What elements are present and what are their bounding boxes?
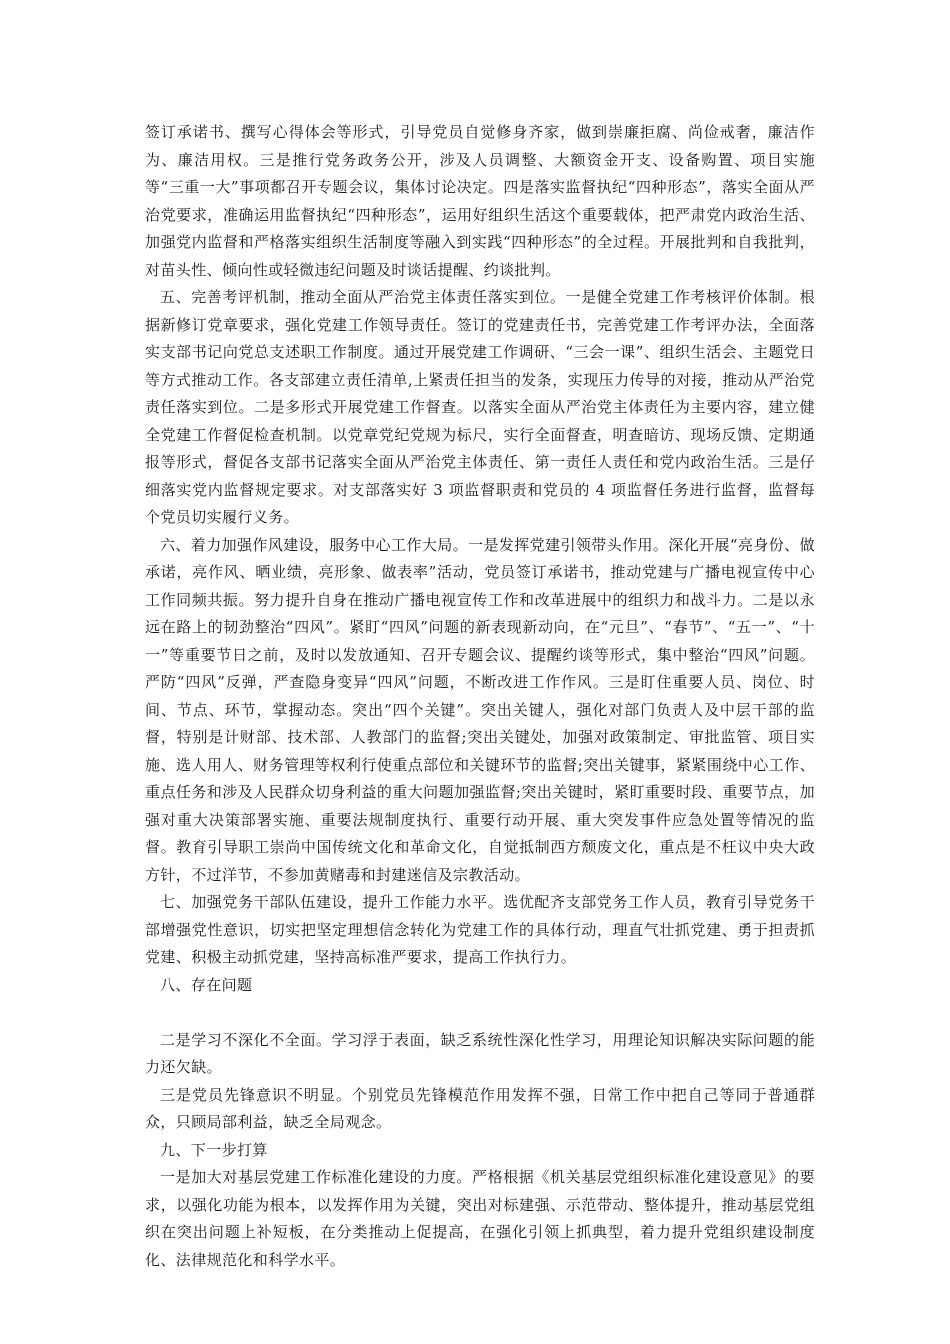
paragraph-problem-two: 二是学习不深化不全面。学习浮于表面，缺乏系统性深化性学习，用理论知识解决实际问题的能力还欠缺。: [145, 1030, 815, 1076]
paragraph-plan-one: 一是加大对基层党建工作标准化建设的力度。严格根据《机关基层党组织标准化建设意见》的要求，以强化功能为根本，以发挥作用为关键，突出对标建强、示范带动、整体提升，推动基层党组织在突出问题上补短板，在分类推动上促提高，在强化引领上抓典型，着力提升党组织建设制度化、法律规范化和科学水平。: [145, 1168, 815, 1269]
paragraph-section-six: 六、着力加强作风建设，服务中心工作大局。一是发挥党建引领带头作用。深化开展“亮身份、做承诺，亮作风、晒业绩，亮形象、做表率”活动，党员签订承诺书，推动党建与广播电视宣传中心工作同频共振。努力提升自身在推动广播电视宣传工作和改革进展中的组织力和战斗力。二是以永远在路上的韧劲整治“四风”。紧盯“四风”问题的新表现新动向，在“元旦”、“春节”、“五一”、“十一”等重要节日之前，及时以发放通知、召开专题会议、提醒约谈等形式，集中整治“四风”问题。严防“四风”反弹，严查隐身变异“四风”问题，不断改进工作作风。三是盯住重要人员、岗位、时间、节点、环节，掌握动态。突出“四个关键”。突出关键人，强化对部门负责人及中层干部的监督，特别是计财部、技术部、人教部门的监督;突出关键处，加强对政策制定、审批监管、项目实施、选人用人、财务管理等权利行使重点部位和关键环节的监督;突出关键事，紧紧围绕中心工作、重点任务和涉及人民群众切身利益的重大问题加强监督;突出关键时，紧盯重要时段、重要节点，加强对重大决策部署实施、重要法规制度执行、重要行动开展、重大突发事件应急处置等情况的监督。教育引导职工崇尚中国传统文化和革命文化，自觉抵制西方颓废文化，重点是不枉议中央大政方针，不过洋节，不参加黄赌毒和封建迷信及宗教活动。: [145, 535, 815, 884]
paragraph-continuation: 签订承诺书、撰写心得体会等形式，引导党员自觉修身齐家，做到崇廉拒腐、尚俭戒奢，廉洁作为、廉洁用权。三是推行党务政务公开，涉及人员调整、大额资金开支、设备购置、项目实施等“三重一大”事项都召开专题会议，集体讨论决定。四是落实监督执纪“四种形态”，落实全面从严治党要求，准确运用监督执纪“四种形态”，运用好组织生活这个重要载体，把严肃党内政治生活、加强党内监督和严格落实组织生活制度等融入到实践“四种形态”的全过程。开展批判和自我批判，对苗头性、倾向性或轻微违纪问题及时谈话提醒、约谈批判。: [145, 123, 815, 279]
paragraph-problem-three: 三是党员先锋意识不明显。个别党员先锋模范作用发挥不强，日常工作中把自己等同于普通群众，只顾局部利益，缺乏全局观念。: [145, 1085, 815, 1131]
blank-line: [145, 999, 815, 1027]
document-body: [145, 119, 815, 1274]
paragraph-section-seven: 七、加强党务干部队伍建设，提升工作能力水平。选优配齐支部党务工作人员，教育引导党务干部增强党性意识，切实把坚定理想信念转化为党建工作的具体行动，理直气壮抓党建、勇于担责抓党建、积极主动抓党建，坚持高标准严要求，提高工作执行力。: [145, 893, 815, 966]
paragraph-section-five: 五、完善考评机制，推动全面从严治党主体责任落实到位。一是健全党建工作考核评价体制。根据新修订党章要求，强化党建工作领导责任。签订的党建责任书，完善党建工作考评办法，全面落实支部书记向党总支述职工作制度。通过开展党建工作调研、“三会一课”、组织生活会、主题党日等方式推动工作。各支部建立责任清单,上紧责任担当的发条，实现压力传导的对接，推动从严治党责任落实到位。二是多形式开展党建工作督查。以落实全面从严治党主体责任为主要内容，建立健全党建工作督促检查机制。以党章党纪党规为标尺，实行全面督查，明查暗访、现场反馈、定期通报等形式，督促各支部书记落实全面从严治党主体责任、第一责任人责任和党内政治生活。三是仔细落实党内监督规定要求。对支部落实好 3 项监督职责和党员的 4 项监督任务进行监督，监督每个党员切实履行义务。: [145, 288, 815, 526]
heading-section-eight: 八、存在问题: [160, 975, 253, 994]
heading-section-nine: 九、下一步打算: [160, 1140, 268, 1159]
